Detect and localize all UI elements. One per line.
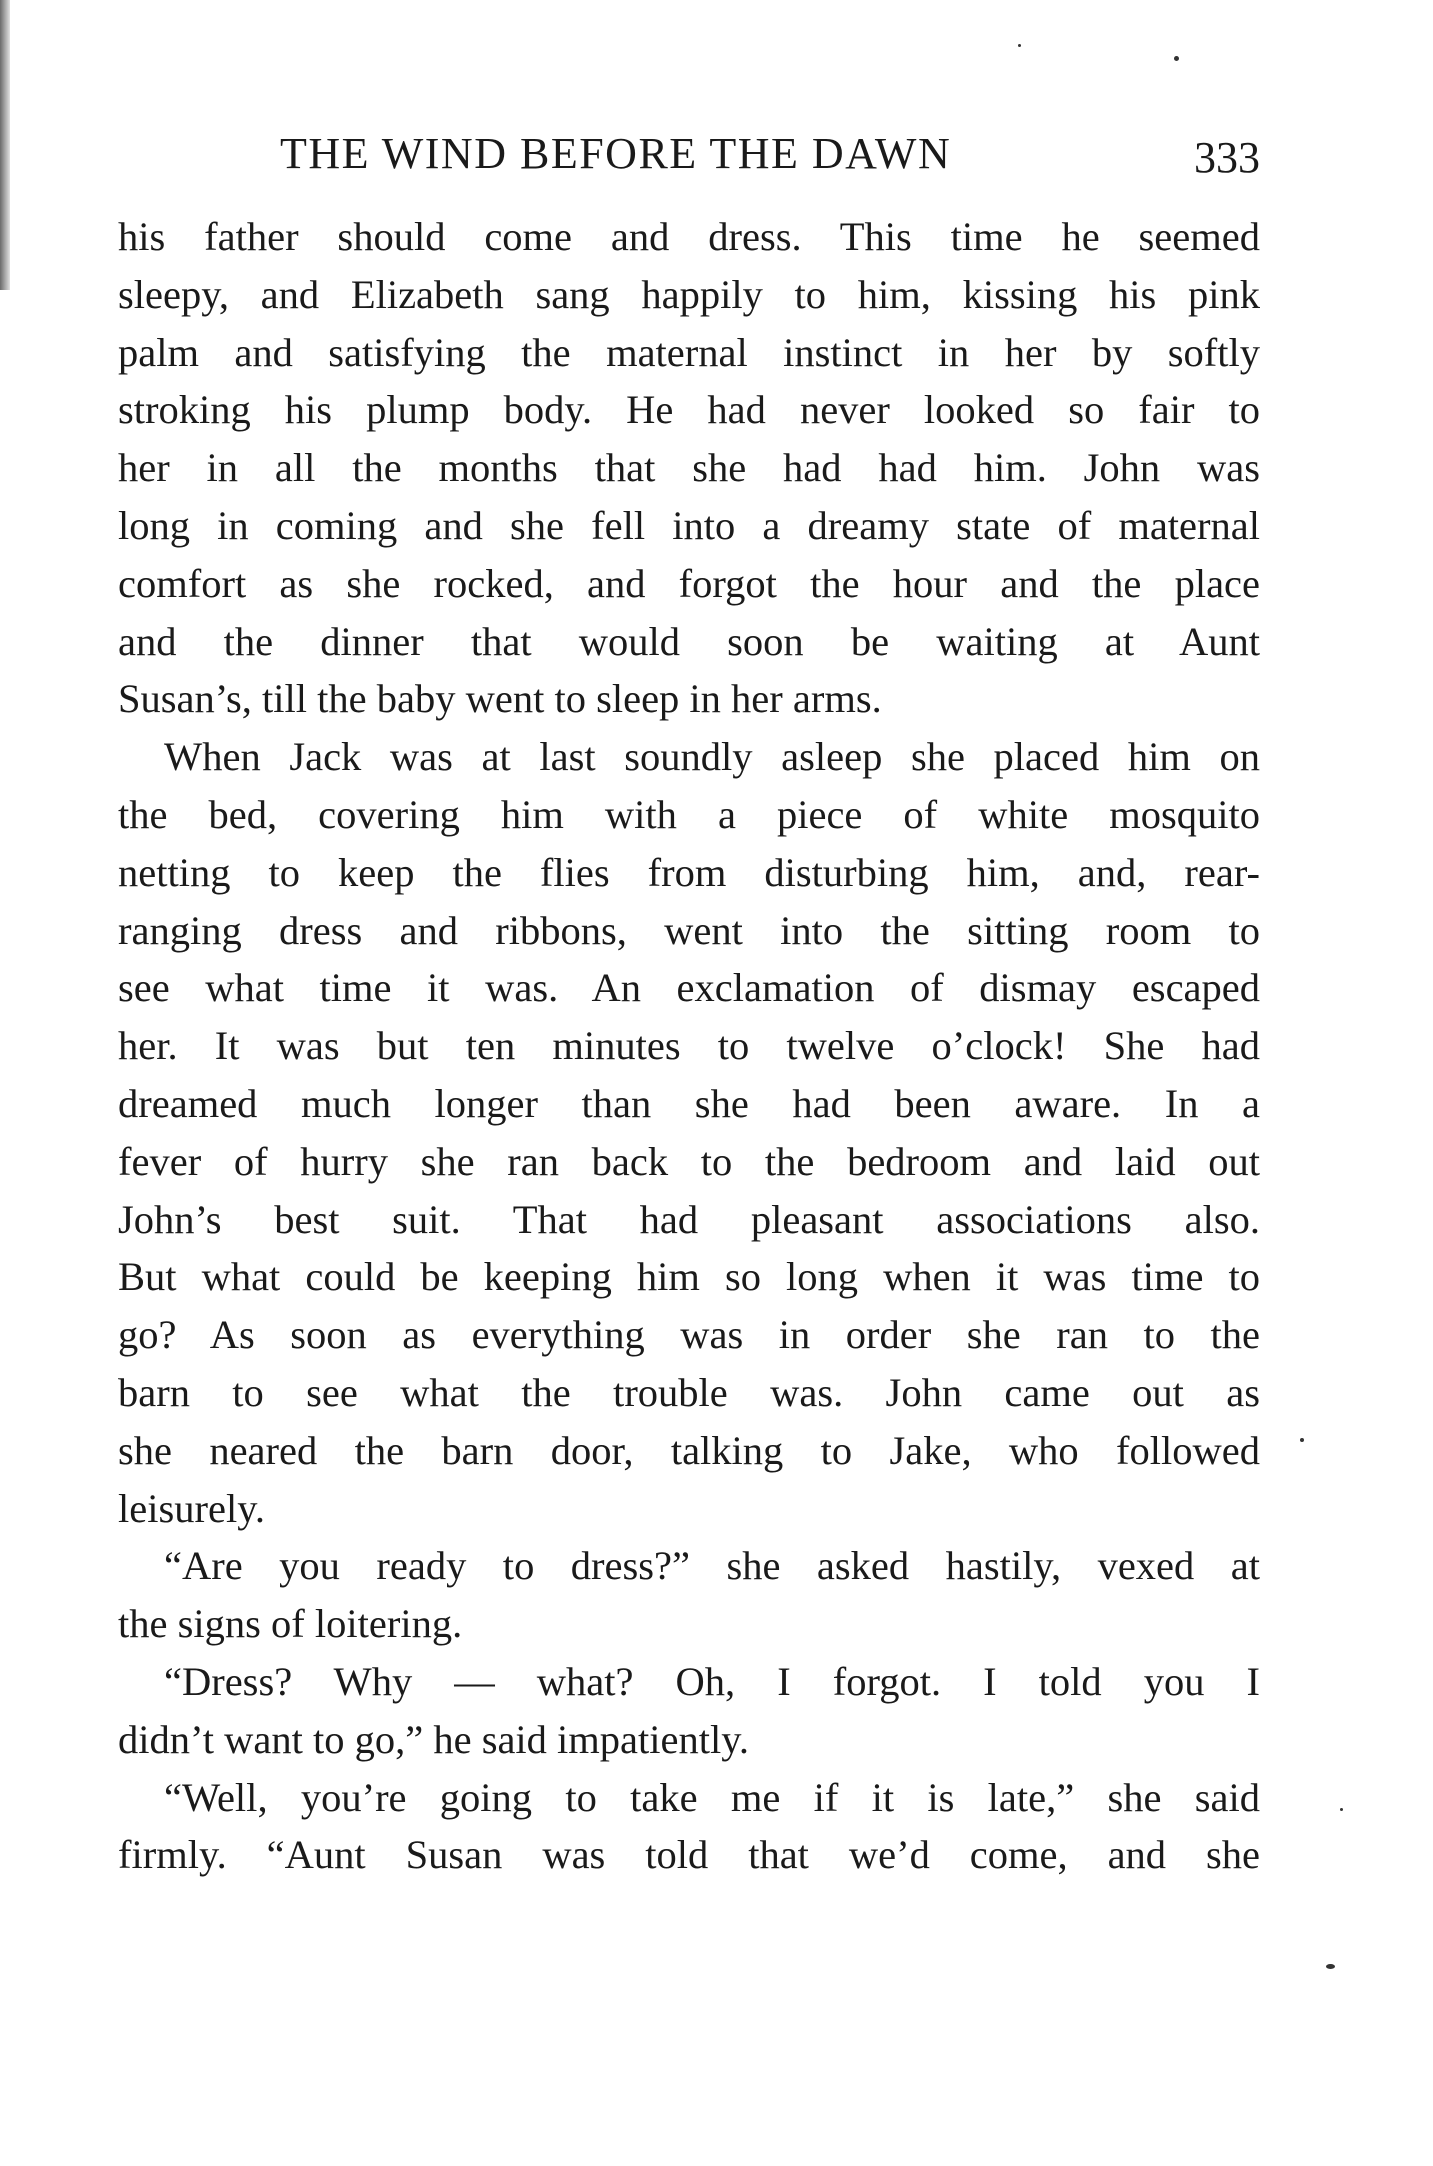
text-line: John’s best suit. That had pleasant associations also.: [118, 1196, 1260, 1242]
page-header: [118, 128, 1260, 188]
text-line: long in coming and she fell into a dreamy state of maternal: [118, 502, 1260, 548]
text-line: stroking his plump body. He had never looked so fair to: [118, 387, 1260, 433]
paragraph-first-line: “Dress? Why — what? Oh, I forgot. I told you I: [164, 1658, 1260, 1704]
text-line: she neared the barn door, talking to Jake, who followed: [118, 1427, 1260, 1473]
text-line: dreamed much longer than she had been aware. In a: [118, 1080, 1260, 1126]
paragraph-first-line: “Well, you’re going to take me if it is late,” she said: [164, 1774, 1260, 1820]
text-line: barn to see what the trouble was. John came out as: [118, 1369, 1260, 1415]
text-line: leisurely.: [118, 1485, 265, 1531]
page-number: 333: [1194, 133, 1260, 182]
text-line: go? As soon as everything was in order she ran to the: [118, 1312, 1260, 1358]
text-line: palm and satisfying the maternal instinct in her by softly: [118, 329, 1260, 375]
paragraph-first-line: When Jack was at last soundly asleep she placed him on: [164, 734, 1260, 780]
text-line: netting to keep the flies from disturbing him, and, rear-: [118, 849, 1260, 895]
print-speck: [1174, 56, 1179, 61]
text-line: But what could be keeping him so long when it was time to: [118, 1254, 1260, 1300]
text-line: see what time it was. An exclamation of dismay escaped: [118, 965, 1260, 1011]
running-title: THE WIND BEFORE THE DAWN: [280, 129, 952, 178]
text-line: ranging dress and ribbons, went into the sitting room to: [118, 907, 1260, 953]
text-line: and the dinner that would soon be waiting at Aunt: [118, 618, 1260, 664]
text-line: fever of hurry she ran back to the bedroom and laid out: [118, 1138, 1260, 1184]
text-line: comfort as she rocked, and forgot the hour and the place: [118, 560, 1260, 606]
text-line: Susan’s, till the baby went to sleep in her arms.: [118, 676, 882, 722]
body-text: [118, 208, 1260, 1884]
paragraph-first-line: “Are you ready to dress?” she asked hastily, vexed at: [164, 1543, 1260, 1589]
print-speck: [1340, 1808, 1343, 1811]
text-line: the bed, covering him with a piece of white mosquito: [118, 791, 1260, 837]
text-line: her in all the months that she had had him. John was: [118, 445, 1260, 491]
print-speck: [1300, 1438, 1304, 1442]
text-line: firmly. “Aunt Susan was told that we’d come, and she: [118, 1832, 1260, 1878]
text-line: the signs of loitering.: [118, 1601, 463, 1647]
text-line: didn’t want to go,” he said impatiently.: [118, 1716, 750, 1762]
text-line: sleepy, and Elizabeth sang happily to him, kissing his pink: [118, 271, 1260, 317]
text-line: his father should come and dress. This time he seemed: [118, 214, 1260, 259]
print-speck: [1018, 44, 1021, 47]
print-speck: [1326, 1964, 1335, 1969]
text-line: her. It was but ten minutes to twelve o’clock! She had: [118, 1023, 1260, 1069]
binding-edge-shadow: [0, 0, 10, 290]
